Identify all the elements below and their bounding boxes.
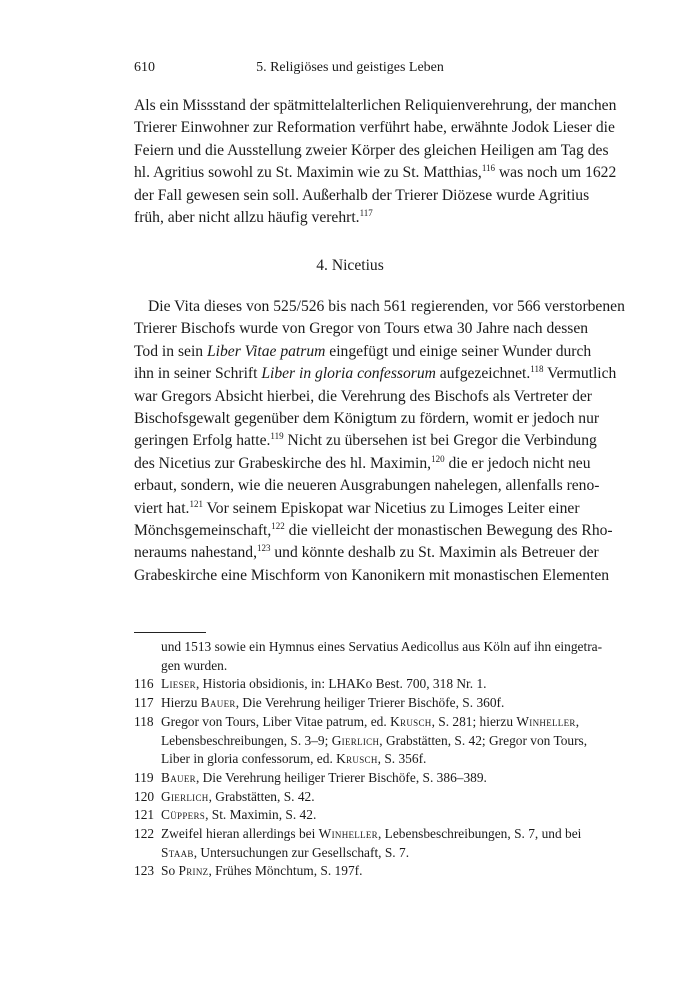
footnotes — [134, 638, 603, 881]
running-head: 5. Religiöses und geistiges Leben — [256, 60, 444, 75]
footnote-continuation: und 1513 sowie ein Hymnus eines Servatius Aedicollus aus Köln auf ihn eingetra- gen wurden. — [161, 639, 603, 673]
page-number: 610 — [134, 60, 155, 75]
footnote-118: 118 Gregor von Tours, Liber Vitae patrum, ed. Krusch, S. 281; hierzu Winheller, Lebensbeschreibungen, S. 3–9; Gierlich, Grabstätten, S. 42; Gregor von Tours, Liber in gloria confessorum, ed. Krusch, S. 356f. — [134, 713, 588, 767]
footnote-117: 117 Hierzu Bauer, Die Verehrung heiliger Trierer Bischöfe, S. 360f. — [134, 695, 505, 711]
footnote-122: 122 Zweifel hieran allerdings bei Winheller, Lebensbeschreibungen, S. 7, und bei Staab, Untersuchungen zur Gesellschaft, S. 7. — [134, 826, 582, 860]
footnote-119: 119 Bauer, Die Verehrung heiliger Trierer Bischöfe, S. 386–389. — [134, 769, 487, 785]
footnote-116: 116 Lieser, Historia obsidionis, in: LHAKo Best. 700, 318 Nr. 1. — [134, 676, 487, 692]
footnote-123: 123 So Prinz, Frühes Mönchtum, S. 197f. — [134, 863, 363, 879]
section-heading: 4. Nicetius — [316, 257, 384, 274]
page-header — [134, 60, 566, 80]
footnote-120: 120 Gierlich, Grabstätten, S. 42. — [134, 788, 315, 804]
paragraph-agritius: Als ein Missstand der spätmittelalterlichen Reliquienverehrung, der manchen Trierer Einwohner zur Reformation verführt habe, erwähnte Jodok Lieser die Feiern und die Ausstellung zweier Körper des gleichen Heiligen am Tag des hl. Agritius sowohl zu St. Maximin wie zu St. Matthias,$^{116}$ was noch um 1622 der Fall gewesen sein soll. Außerhalb der Trierer Diözese wurde Agritius früh, aber nicht allzu häufig verehrt.$^{117}$ — [134, 97, 617, 227]
footnote-121: 121 Cüppers, St. Maximin, S. 42. — [134, 807, 317, 823]
paragraph-nicetius: Die Vita dieses von 525/526 bis nach 561 regierenden, vor 566 verstorbenen Trierer Bischofs wurde von Gregor von Tours etwa 30 Jahre nach dessen Tod in sein Liber Vitae patrum eingefügt und einige seiner Wunder durch ihn in seiner Schrift Liber in gloria confessorum aufgezeichnet.$^{118}$ Vermutlich war Gregors Absicht hierbei, die Verehrung des Bischofs als Vertreter der Bischofsgewalt gegenüber dem Königtum zu fördern, womit er jedoch nur geringen Erfolg hatte.$^{119}$ Nicht zu übersehen ist bei Gregor die Verbindung des Nicetius zur Grabeskirche des hl. Maximin,$^{120}$ die er jedoch nicht neu erbaut, sondern, wie die neueren Ausgrabungen nahelegen, allenfalls reno- viert hat.$^{121}$ Vor seinem Episkopat war Nicetius zu Limoges Leiter einer Mönchsgemeinschaft,$^{122}$ die vielleicht der monastischen Bewegung des Rho- neraums nahestand,$^{123}$ und könnte deshalb zu St. Maximin als Betreuer der Grabeskirche eine Mischform von Kanonikern mit monastischen Elementen — [134, 298, 625, 584]
footnote-separator — [134, 632, 206, 633]
